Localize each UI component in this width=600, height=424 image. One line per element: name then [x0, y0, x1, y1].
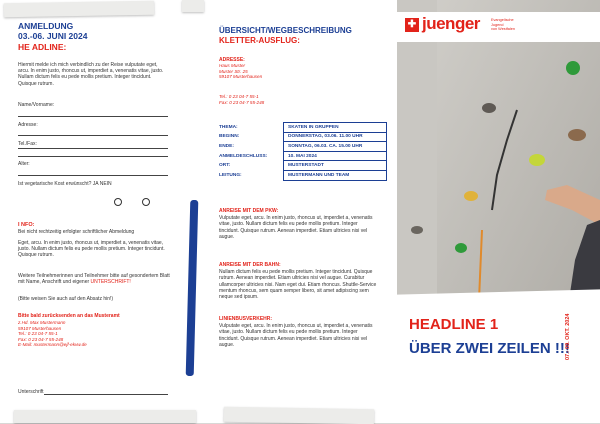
address-line: Tel.: 0 23 04-7 55-1 [18, 331, 58, 337]
return-heading: Bitte bald zurücksenden an das Musteramt [18, 313, 120, 319]
address-line: Fax: 0 23 04-7 55-248 [18, 336, 64, 342]
address-input-line[interactable] [18, 135, 168, 136]
address-line: z.Hd. Max Mustermann [18, 320, 66, 325]
overview-subtitle: KLETTER-AUSFLUG: [219, 36, 300, 45]
info-text-3: Weitere Teilnehmerinnen und Teilnehmer bitte auf gesondertem Blatt mit Name, Anschrift und eigener UNTERSCHRIFT! [18, 273, 170, 286]
table-row [216, 151, 387, 161]
logo-subtext-line: von Westfalen [491, 27, 515, 31]
table-row [216, 161, 387, 171]
info-value: SKATEN IN GRUPPEN [284, 123, 387, 133]
intro-text: Hiermit melde ich mich verbindlich zu der Reise vulputate eget, arcu. In enim justo, rhoncus ut, imperdiet a, venenatis vitae, justo. Nullam dictum felis eu pede mollis pretium. Integer tincidunt. Quisque rutrum. [18, 62, 164, 87]
section-text: Vulputate eget, arcu. In enim justo, rhoncus ut, imperdiet a, venenatis vitae, justo. Nullam dictum felis eu pede mollis pretium. Integer tincidunt. Quisque rutrum. Aenean imperdiet. Etiam ultricies nisi vel augue. [219, 215, 373, 240]
table-row [216, 142, 387, 152]
table-row [216, 132, 387, 142]
climbing-hold [455, 243, 467, 253]
registration-title [18, 22, 87, 41]
cover-headline-2: ÜBER ZWEI ZEILEN !!! [409, 340, 570, 357]
info-key: BEGINN: [219, 134, 240, 140]
info-value: MUSTERSTADT [284, 161, 387, 171]
info-key: ANMELDESCHLUSS: [219, 153, 268, 159]
fax-line: Fax: 0 23 04-7 55-248 [219, 99, 265, 105]
climbing-hold [411, 226, 423, 234]
torn-paper-strip-bottom [224, 407, 374, 424]
logo-subtext-line: Evangelische [491, 18, 514, 22]
info-value: MUSTERMANN UND TEAM [284, 170, 387, 180]
info-text-2: Eget, arcu. In enim justo, rhoncus ut, imperdiet a, venenatis vitae, justo. Nullam dictum felis eu pede mollis pretium. Integer tincidunt. Quisque rutrum. [18, 240, 165, 259]
address-line: 59107 Musterhausen [18, 325, 62, 331]
address-heading: ADRESSE: [219, 57, 245, 63]
info-text-4: (Bitte weisen Sie auch auf den Absatz hin!) [18, 296, 114, 302]
climbing-hold [529, 154, 545, 166]
info-text-1: Bei nicht rechtzeitig erfolgter schriftlicher Abmeldung [18, 229, 135, 235]
climbing-hold [482, 103, 496, 113]
climbing-hold [464, 191, 478, 201]
climbing-hold [566, 61, 580, 75]
address-line: Muster Str. 25 [219, 68, 248, 74]
event-info-table [216, 122, 387, 181]
field-label-address: Adresse: [18, 122, 38, 128]
table-row [216, 170, 387, 180]
info-heading: I NFO: [18, 222, 35, 228]
return-address [18, 320, 87, 348]
table-row [216, 123, 387, 133]
section-heading: ANREISE MIT DER BAHN: [219, 262, 281, 268]
cross-logo-icon: ✚ [405, 18, 419, 32]
cover-panel [397, 0, 600, 423]
venue-address [219, 63, 262, 80]
cover-date: 07.- 09. OKT. 2024 [565, 313, 571, 360]
logo-subtext [491, 18, 515, 32]
info-value: SONNTAG, 06.03. CA. 15.00 UHR [284, 142, 387, 152]
venue-contact [219, 94, 264, 105]
torn-paper-strip-bottom [14, 410, 196, 423]
overview-title: ÜBERSICHT/WEGBESCHREIBUNG [219, 26, 352, 35]
climbing-hold [568, 129, 586, 141]
age-input-line[interactable] [18, 175, 168, 176]
address-line: 59107 Musterhausen [219, 74, 263, 80]
phone-line: Tel.: 0 23 04-7 55-1 [219, 94, 259, 99]
email-line: E-Mail: mustermann@ejf-ekvw.de [18, 342, 87, 348]
address-input-line-2[interactable] [18, 148, 168, 149]
section-heading: ANREISE MIT DEM PKW: [219, 208, 279, 214]
section-heading: LINIENBUSVERKEHR: [219, 316, 273, 322]
registration-headline: HE ADLINE: [18, 42, 67, 52]
title-line-1: ANMELDUNG [18, 21, 74, 31]
info-value: 10. MAI 2024 [284, 151, 387, 161]
info-key: THEMA: [219, 124, 238, 130]
travel-by-train-section [219, 262, 379, 300]
vegetarian-yes-radio[interactable] [114, 198, 122, 206]
vegetarian-no-radio[interactable] [142, 198, 150, 206]
field-label-phone: Tel./Fax: [18, 141, 37, 147]
signature-input-line[interactable] [44, 394, 168, 395]
logo-text: juenger [422, 14, 480, 33]
info-key: ORT: [219, 163, 231, 169]
torn-paper-strip [4, 1, 154, 18]
phone-input-line[interactable] [18, 156, 168, 157]
registration-panel [0, 0, 197, 423]
field-label-age: Alter: [18, 161, 30, 167]
name-input-line[interactable] [18, 116, 168, 117]
travel-by-car-section [219, 208, 379, 240]
cover-headline-1: HEADLINE 1 [409, 316, 499, 333]
address-line: Haus Muster [219, 63, 246, 68]
section-text: Vulputate eget, arcu. In enim justo, rhoncus ut, imperdiet a, venenatis vitae, justo. Nullam dictum felis eu pede mollis pretium. Integer tincidunt. Quisque rutrum. Aenean imperdiet. Etiam ultricies nisi vel augue. [219, 323, 373, 348]
field-label-name: Name/Vorname: [18, 102, 55, 108]
logo-subtext-line: Jugend [491, 22, 504, 27]
info-value: DONNERSTAG, 03.06. 11.00 UHR [284, 132, 387, 142]
info-key: ENDE: [219, 143, 234, 149]
signature-label: Unterschrift [18, 389, 44, 395]
bus-section [219, 316, 379, 348]
vegetarian-question: Ist vegetarische Kost erwünscht? JA NEIN [18, 181, 112, 187]
info-key: LEITUNG: [219, 172, 242, 178]
title-line-2: 03.-06. JUNI 2024 [18, 30, 88, 41]
section-text: Nullam dictum felis eu pede mollis pretium. Integer tincidunt. Quisque rutrum. Aenean imperdiet. Etiam ultricies nisi vel augue. Curabitur ullamcorper ultricies nisi. Nam eget dui. Etiam rhoncus. Shuttle-Service mentum rhoncus, sem quam semper libero, sit amet adipiscing sem neque sed ipsum. [219, 269, 377, 301]
